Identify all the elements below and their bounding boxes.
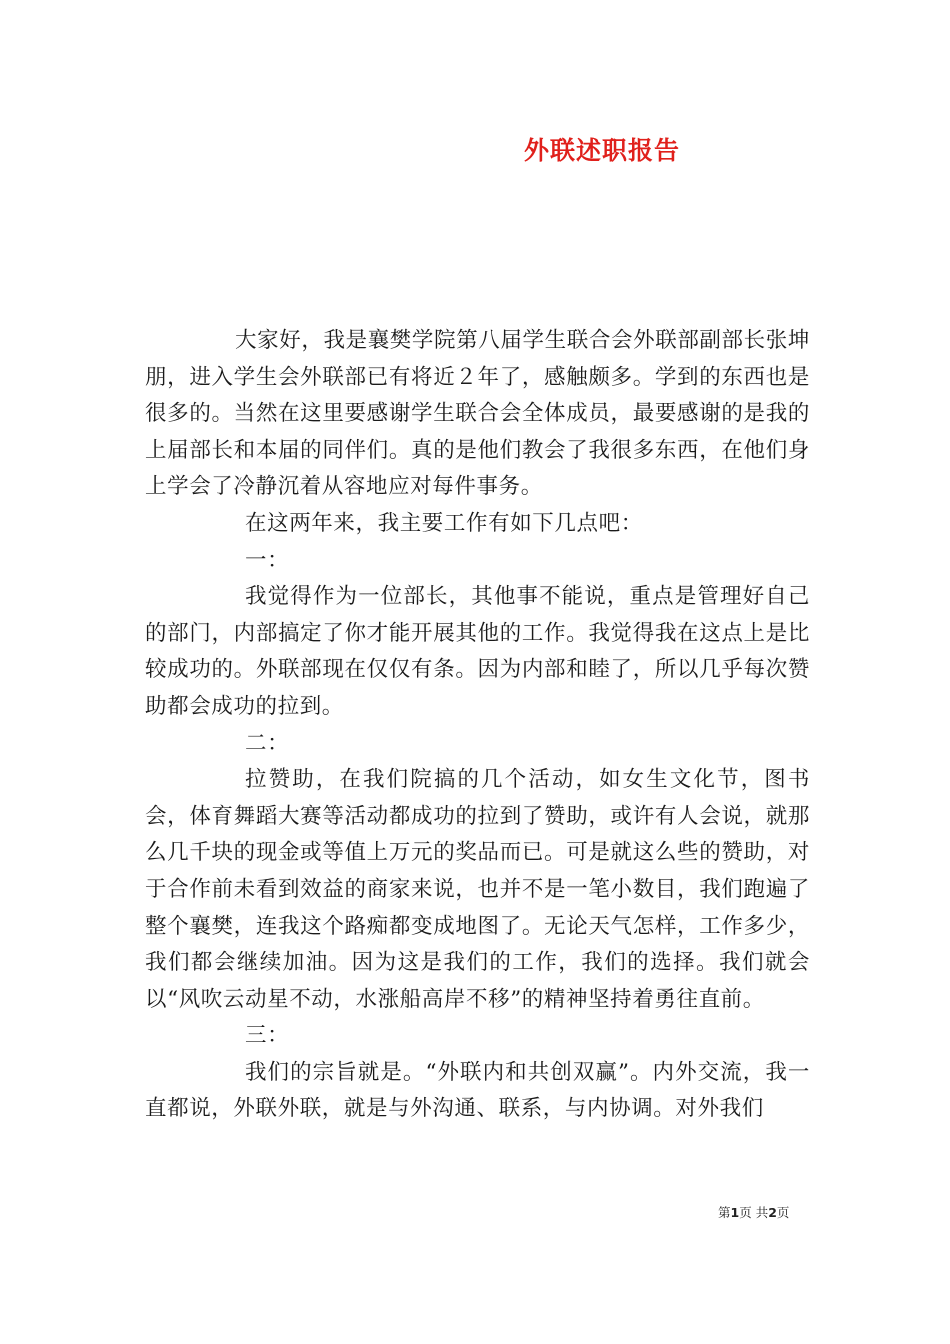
section-heading-two: 二： (245, 730, 290, 756)
paragraph-intro: 大家好，我是襄樊学院第八届学生联合会外联部副部长张坤朋，进入学生会外联部已有将近２年了，感触颇多。学到的东西也是很多的。当然在这里要感谢学生联合会全体成员，最要感谢的是我的上届部长和本届的同伴们。真的是他们教会了我很多东西，在他们身上学会了冷静沉着从容地应对每件事务。 (145, 328, 810, 500)
page-footer (718, 1203, 789, 1221)
paragraph-section-three: 我们的宗旨就是。“外联内和共创双赢”。内外交流，我一直都说，外联外联，就是与外沟通、联系，与内协调。对外我们 (145, 1059, 810, 1122)
document-title: 外联述职报告 (523, 136, 680, 165)
section-heading-three: 三： (245, 1023, 290, 1049)
footer-page-number: 1 (730, 1205, 740, 1220)
section-heading-one: 一： (245, 547, 290, 573)
paragraph-section-two: 拉赞助，在我们院搞的几个活动，如女生文化节，图书会，体育舞蹈大赛等活动都成功的拉到了赞助，或许有人会说，就那么几千块的现金或等值上万元的奖品而已。可是就这么些的赞助，对于合作前未看到效益的商家来说，也并不是一笔小数目，我们跑遍了整个襄樊，连我这个路痴都变成地图了。无论天气怎样，工作多少，我们都会继续加油。因为这是我们的工作，我们的选择。我们就会以“风吹云动星不动，水涨船高岸不移”的精神坚持着勇往直前。 (145, 767, 810, 1012)
footer-suffix: 页 (776, 1205, 790, 1220)
paragraph-section-one: 我觉得作为一位部长，其他事不能说，重点是管理好自己的部门，内部搞定了你才能开展其他的工作。我觉得我在这点上是比较成功的。外联部现在仅仅有条。因为内部和睦了，所以几乎每次赞助都会成功的拉到。 (145, 584, 810, 719)
footer-total-pages: 2 (768, 1205, 777, 1220)
footer-middle: 页 共 (739, 1205, 769, 1220)
document-body (145, 323, 810, 1128)
footer-prefix: 第 (718, 1205, 731, 1220)
paragraph-summary: 在这两年来，我主要工作有如下几点吧： (245, 510, 643, 536)
